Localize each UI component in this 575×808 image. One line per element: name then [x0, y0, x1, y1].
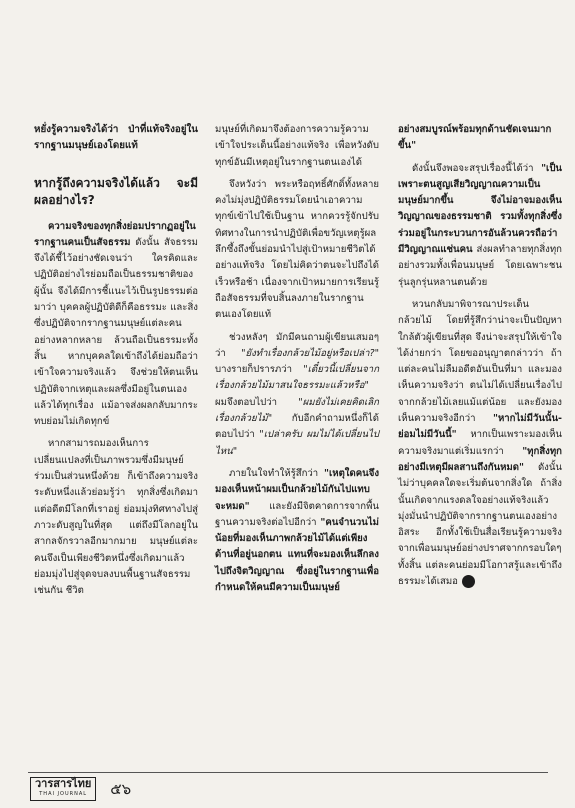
paragraph	[34, 219, 198, 431]
footer	[30, 778, 131, 800]
bold-phrase: ความจริงของทุกสิ่งย่อมปรากฏอยู่ในรากฐานคนเป็นสัจธรรม	[34, 220, 196, 248]
paragraph: จึงหวังว่า พระหรือฤทธิ์ศักดิ์ทั้งหลาย คงไม่มุ่งปฏิบัติธรรมโดยนำเอาความทุกข์เข้าไปใช้เป็นฐาน หากควรรู้จักปรับทิศทางในการนำปฏิบัติเพื่อขวัญเหตุรู้ผลลึกซึ้งถึงขั้นย่อมนำไปสู่เป้าหมายชีวิตได้อย่างแท้จริง โดยไม่คิดว่าตนจะไปถึงได้เร็วหรือช้า เนื่องจากเป้าหมายการเรียนรู้ ถือสัจธรรมที่จบสิ้นลงภายในรากฐานตนเองโดยแท้	[215, 178, 379, 321]
bold-quote: "เหตุใดคนจึงมองเห็นหน้าผมเป็นกล้วยไม้กันไปแทบจะหมด"	[215, 467, 379, 512]
quote: "เดี๋ยวนี้เปลี่ยนจากเรื่องกล้วยไม้มาสนใจธรรมะแล้วหรือ"	[215, 364, 379, 392]
paragraph-text: ภายในใจทำให้รู้สึกว่า	[229, 467, 324, 479]
paragraph: มนุษย์ที่เกิดมาจึงต้องการความรู้ความเข้าใจประเด็นนี้อย่างแท้จริง เพื่อหวังดับทุกข์อันมีเหตุอยู่ในรากฐานตนเองได้	[215, 124, 379, 168]
quote: "เปล่าครับ ผมไม่ได้เปลี่ยนไปไหน"	[215, 429, 380, 457]
paragraph	[215, 330, 379, 460]
column-3	[398, 122, 562, 590]
bold-quote: "เป็นเพราะตนสูญเสียวิญญาณความเป็นมนุษย์มากขึ้น จึงไม่อาจมองเห็นวิญญาณของธรรมชาติ รวมทั้งทุกสิ่งซึ่งร่วมอยู่ในกระบวนการอันล้วนควรถือว่ามีวิญญาณแช่นคน	[398, 162, 562, 256]
lead-text: หยั่งรู้ความจริงได้ว่า ป่าที่แท้จริงอยู่ในรากฐานมนุษย์เองโดยแท้	[34, 124, 198, 152]
bold-quote: อย่างสมบูรณ์พร้อมทุกด้านชัดเจนมากขึ้น"	[398, 124, 552, 152]
paragraph-text: ส่งผลทำลายทุกสิ่งทุกอย่างรวมทั้งเพื่อนมนุษย์ โดยเฉพาะชนรุ่นลูกรุ่นหลานตนด้วย	[398, 244, 562, 288]
paragraph-text: หากเป็นเพราะมองเห็นความจริงมาแต่เริ่มแรกว่า	[398, 429, 562, 457]
paragraph	[398, 297, 562, 590]
column-2	[215, 122, 379, 596]
journal-logo	[30, 777, 96, 801]
paragraph-text: ดังนั้น ไม่ว่าบุคคลใดจะเริ่มต้นจากสิ่งใด ถ้าสิ่งนั้นเกิดจากแรงดลใจอย่างแท้จริงแล้ว มุ่งมั่นนำปฏิบัติจากรากฐานตนเองอย่างอิสระ อีกทั้งใช้เป็นสื่อเรียนรู้ความจริงจากเพื่อนมนุษย์อย่างปราศจากกรอบใดๆทั้งสิ้น แต่ละคนย่อมมีโอกาสรู้และเข้าถึงธรรมะได้เสมอ	[398, 461, 562, 588]
paragraph-text: ดังนั้น สัจธรรมจึงได้ชี้ไว้อย่างชัดเจนว่า ใครคิดและปฏิบัติอย่างไรย่อมถือเป็นธรรมชาติของผู้นั้น จึงได้มีการชี้แนะไว้เป็นรูปธรรมต่อมาว่า บุคคลผู้ปฏิบัติดีก็คือธรรมะ และสิ่งซึ่งปฏิบัติจากรากฐานมนุษย์แต่ละคนอย่างหลากหลาย ล้วนถือเป็นธรรมะทั้งสิ้น หากบุคคลใดเข้าถึงได้ย่อมถือว่าเข้าใจความจริงแล้ว จึงช่วยให้ตนเห็นปฏิบัติจากเหตุและผลซึ่งมีอยู่ในตนเองแล้วได้ทุกเรื่อง แม้อาจส่งผลกลับมากระทบย่อมไม่เกิดทุกข์	[34, 236, 198, 428]
quote: "ผมยังไม่เคยคิดเลิกเรื่องกล้วยไม้"	[215, 396, 379, 425]
paragraph-text: หวนกลับมาพิจารณาประเด็นกล้วยไม้ โดยที่รู้สึกว่าน่าจะเป็นปัญหาใกล้ตัวผู้เขียนที่สุด จึงน่าจะสรุปให้เข้าใจได้ง่ายกว่า โดยขออนุญาตกล่าวว่า ถ้าแต่ละคนไม่ลืมอดีตอันเป็นที่มา และมองเห็นความจริงว่า ตนไม่ได้เปลี่ยนเรื่องไปจากกล้วยไม้เลยแม้แต่น้อย และยังมองเห็นความจริงอีกว่า	[398, 298, 562, 425]
paragraph: หากสามารถมองเห็นการเปลี่ยนแปลงที่เป็นภาพรวมซึ่งมีมนุษย์ร่วมเป็นส่วนหนึ่งด้วย ก็เข้าถึงความจริงระดับหนึ่งแล้วย่อมรู้ว่า ทุกสิ่งซึ่งเกิดมาแต่อดีตมีโลกที่เราอยู่ ย่อมมุ่งทิศทางไปสู่ภาวะดับสูญในที่สุด แต่ถึงมีโลกอยู่ในสากลจักรวาลอีกมากมาย มนุษย์แต่ละคนจึงเป็นเพียงชีวิตหนึ่งซึ่งเกิดมาแล้ว ย่อมมุ่งไปสู่จุดจบลงบนพื้นฐานสัจธรรมเช่นกัน ชีวิต	[34, 438, 198, 597]
bold-quote: "คนจำนวนไม่น้อยที่มองเห็นภาพกล้วยไม้ได้แต่เพียงด้านที่อยู่นอกตน แทนที่จะมองเห็นลึกลงไปถึงจิตวิญญาณ ซึ่งอยู่ในรากฐานเพื่อกำหนดให้คนมีความเป็นมนุษย์	[215, 516, 379, 594]
column-1	[34, 122, 198, 599]
paragraph-text: ผมจึงตอบไปว่า	[215, 396, 299, 408]
end-mark-icon	[462, 575, 475, 588]
paragraph-text: ช่วงหลังๆ มักมีคนถามผู้เขียนเสมอๆ ว่า	[215, 331, 379, 359]
quote: "ยังทำเรื่องกล้วยไม้อยู่หรือเปล่า?"	[241, 347, 379, 359]
footer-rule	[28, 772, 548, 773]
logo-subtitle: THAI JOURNAL	[39, 791, 88, 797]
bold-quote: "หากไม่มีวันนั้น-ย่อมไม่มีวันนี้"	[398, 413, 562, 441]
paragraph-text: ดังนั้นจึงพอจะสรุปเรื่องนี้ได้ว่า	[412, 162, 542, 174]
paragraph	[215, 466, 379, 596]
page-number: ๕๖	[110, 780, 132, 798]
paragraph	[398, 161, 562, 291]
section-heading: หากรู้ถึงความจริงได้แล้ว จะมีผลอย่างไร?	[34, 175, 198, 207]
logo-title: วารสารไทย	[35, 777, 92, 790]
bold-quote: "ทุกสิ่งทุกอย่างมีเหตุมีผลสานถึงกันหมด"	[398, 445, 562, 473]
paragraph-text: กับอีกคำถามหนึ่งก็ได้ตอบไปว่า	[215, 413, 379, 441]
paragraph-text: และยังมีจิตคาดการจากพื้นฐานความจริงต่อไปอีกว่า	[215, 500, 379, 528]
paragraph-text: บางรายก็ปรารภว่า	[215, 364, 304, 376]
